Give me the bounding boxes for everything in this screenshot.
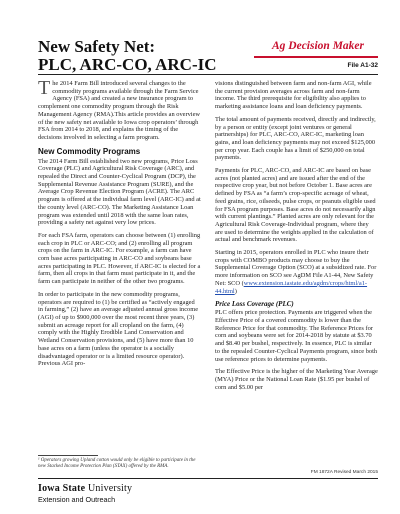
paragraph: For each FSA farm, operators can choose between (1) enrolling each crop in PLC or ARC-CO; and (2) enrolling all program crops on the farm in ARC-IC. For example, a farm can have corn base acres participating in ARC-CO and soybeans base acres participating in PLC. However, if ARC-IC is elected for a farm, then all crops in that farm must participate in it, and the farm can participate in neither of the other two programs. (38, 231, 201, 286)
paragraph: visions distinguished between farm and non-farm AGI, while the current provision averages across farm and non-farm income. The third prerequisite for eligibility also applies to marketing assistance loans and loan deficiency payments. (215, 80, 372, 111)
paragraph: The Effective Price is the higher of the Marketing Year Average (MYA) Price or the National Loan Rate ($1.95 per bushel of corn and $5.00 per (215, 368, 378, 391)
intro-text: he 2014 Farm Bill introduced several changes to the commodity programs available through the Farm Service Agency (FSA) and created a new insurance program to complement one commodity program through the Risk Management Agency (RMA).This article provides an overview of the new safety net available to Iowa crop operators’ through FSA from 2014 to 2018, and explains the timing of the decisions involved in selecting a farm program. (38, 80, 201, 141)
paragraph: PLC offers price protection. Payments are triggered when the Effective Price of a covered commodity is lower than the Reference Price for that commodity. The Reference Prices for corn and soybeans were set for 2014-2018 by statute at $3.70 and $8.40 per bushel, respectively. In essence, PLC is similar to the repealed Counter-Cyclical Payments program, since both use reference prices to determine payments. (215, 309, 378, 363)
title-line-1: New Safety Net: (38, 37, 156, 56)
publication-number: FM 1872A Revised March 2015 (310, 470, 378, 475)
file-number: File A1-32 (347, 62, 378, 69)
paragraph-sco (215, 249, 378, 295)
paragraph: In order to participate in the new commodity programs, operators are required to (1) be certified as “actively engaged in farming,” (2) have an average adjusted annual gross income (AGI) of up to $900,000 over the most recent three years, (3) submit an acreage report for all cropland on the farm, (4) comply with the Highly Erodible Land Conservation and Wetland Conservation provisions, and (5) have more than 10 base acres on a farm (unless the operator is a socially disadvantaged operator or is a limited resource operator). Previous AGI pro- (38, 290, 199, 368)
footnote-divider (38, 455, 98, 456)
page-title (38, 38, 238, 74)
title-line-2: PLC, ARC-CO, ARC-IC (38, 55, 217, 74)
sco-text: Starting in 2015, operators enrolled in PLC who insure their crops with COMBO products may choose to buy the Supplemental Coverage Option (SCO) at a subsidized rate. For more information on SCO see AgDM File A1-44, New Safety Net: SCO ( (215, 249, 377, 287)
footnote: ¹ Operators growing Upland cotton would only be eligible to participate in the new Stacked Income Protection Plan (STAX) offered by the RMA. (38, 458, 196, 469)
left-column (38, 77, 201, 373)
paragraph: The total amount of payments received, directly and indirectly, by a person or entity (except joint ventures or general partnerships) for PLC, ARC-CO, ARC-IC, marketing loan gains, and loan deficiency payments may not exceed $125,000 per crop year. Each couple has a limit of $250,000 on total payments. (215, 115, 376, 162)
brand-rule (254, 56, 378, 58)
section-heading-commodity: New Commodity Programs (38, 146, 141, 156)
section-heading-plc: Price Loss Coverage (PLC) (215, 300, 294, 309)
logo-iowa-state: Iowa State (38, 483, 86, 494)
header-divider (38, 74, 378, 75)
extension-name: Extension and Outreach (38, 495, 116, 504)
intro-paragraph (38, 77, 201, 142)
right-column (215, 80, 378, 396)
paragraph: The 2014 Farm Bill established two new programs, Price Loss Coverage (PLC) and Agricultural Risk Coverage (ARC), and repealed the Direct and Counter-Cyclical Program (DCP), the Supplemental Revenue Assistance Program (SURE), and the Average Crop Revenue Election Program (ACRE). The ARC program is offered at the individual farm level (ARC-IC) and at the county level (ARC-CO). The Marketing Assistance Loan program was extended until 2018 with the same loan rates, providing a safety net against very low prices. (38, 157, 201, 227)
footer-divider (38, 478, 378, 479)
brand-name: Ag Decision Maker (272, 40, 364, 52)
sco-link[interactable]: www.extension.iastate.edu/agdm/crops/html/a1-44.html (215, 279, 368, 295)
logo-university: University (87, 483, 133, 494)
paragraph: Payments for PLC, ARC-CO, and ARC-IC are based on base acres (not planted acres) and are issued after the end of the respective crop year, but not before October 1. Base acres are defined by FSA as “a farm’s crop-specific acreage of wheat, feed grains, rice, oilseeds, pulse crops, or peanuts eligible used for FSA program purposes. Base acres do not necessarily align with current plantings.” Planted acres are only relevant for the Agricultural Risk Coverage-Individual program, where they are used to determine the weights applied in the calculation of actual and benchmark revenues. (215, 167, 376, 244)
drop-cap: T (38, 77, 51, 99)
sco-text-close: ) (234, 287, 237, 295)
university-logo (38, 483, 132, 494)
